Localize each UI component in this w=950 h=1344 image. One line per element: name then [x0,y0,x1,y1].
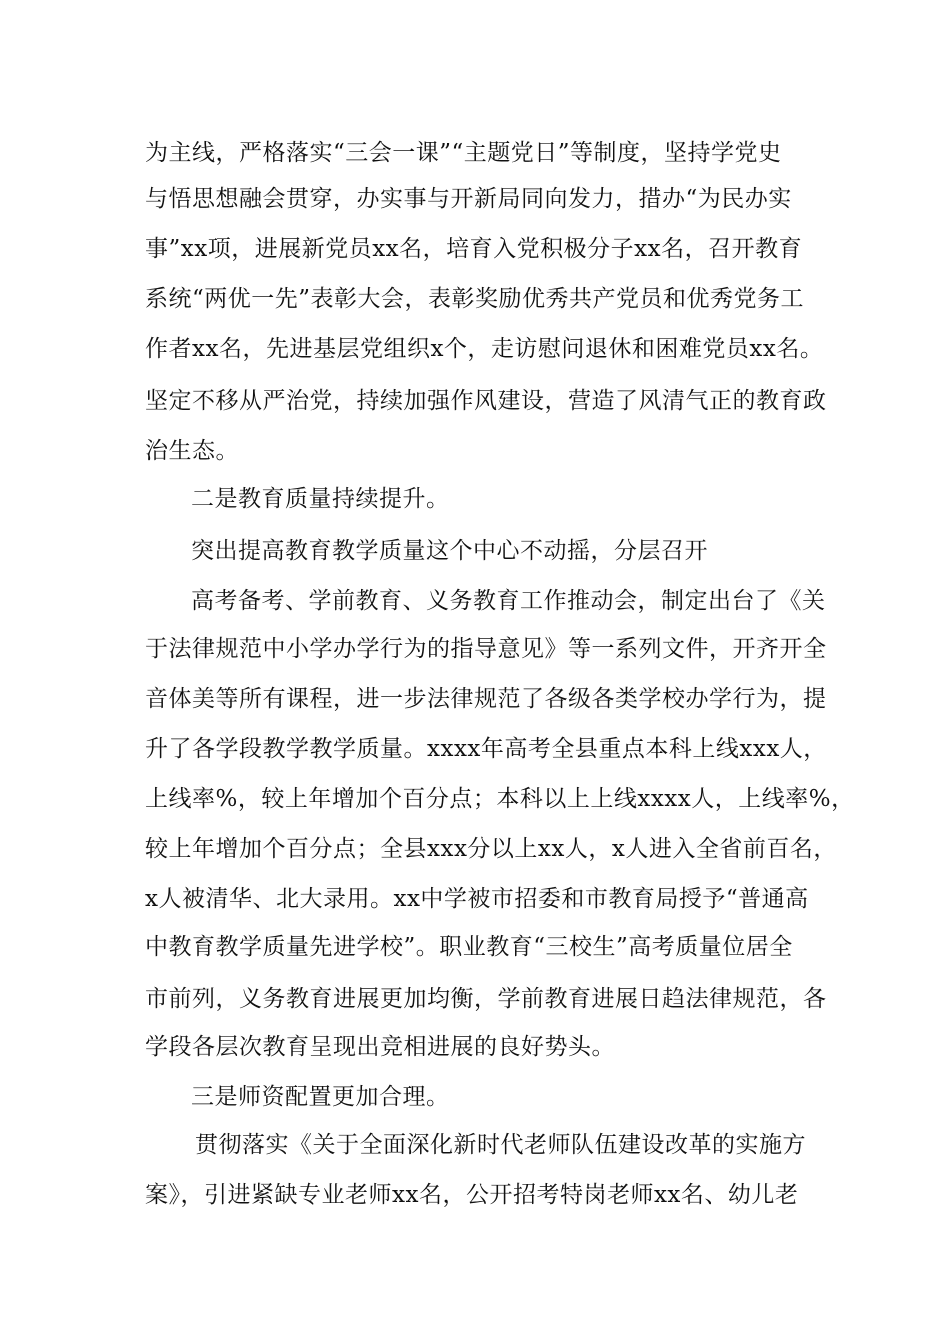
body-line: 升了各学段教学教学质量。xxxx年高考全县重点本科上线xxx人， [145,736,827,762]
body-line: 事”xx项，进展新党员xx名，培育入党积极分子xx名，召开教育 [145,236,803,262]
body-line: 坚定不移从严治党，持续加强作风建设，营造了风清气正的教育政 [145,388,827,414]
body-line: 学段各层次教育呈现出竞相进展的良好势头。 [145,1034,615,1060]
body-line: 音体美等所有课程，进一步法律规范了各级各类学校办学行为，提 [145,686,827,712]
body-line: 治生态。 [145,438,239,464]
body-line: 贯彻落实《关于全面深化新时代老师队伍建设改革的实施方 [195,1132,806,1158]
body-line: 系统“两优一先”表彰大会，表彰奖励优秀共产党员和优秀党务工 [145,286,805,312]
body-line: 与悟思想融会贯穿，办实事与开新局同向发力，措办“为民办实 [145,186,792,212]
body-line: 上线率%，较上年增加个百分点；本科以上上线xxxx人，上线率%， [145,786,855,812]
body-line: 作者xx名，先进基层党组织x个，走访慰问退休和困难党员xx名。 [145,336,824,362]
body-line: 为主线，严格落实“三会一课”“主题党日”等制度，坚持学党史 [145,140,782,166]
body-line: 高考备考、学前教育、义务教育工作推动会，制定出台了《关 [191,588,826,614]
body-line: x人被清华、北大录用。xx中学被市招委和市教育局授予“普通高 [145,886,809,912]
section-heading: 三是师资配置更加合理。 [191,1084,450,1110]
body-line: 突出提高教育教学质量这个中心不动摇，分层召开 [191,538,708,564]
body-line: 于法律规范中小学办学行为的指导意见》等一系列文件，开齐开全 [145,636,827,662]
body-line: 较上年增加个百分点；全县xxx分以上xx人，x人进入全省前百名， [145,836,837,862]
body-line: 市前列，义务教育进展更加均衡，学前教育进展日趋法律规范，各 [145,986,827,1012]
body-line: 中教育教学质量先进学校”。职业教育“三校生”高考质量位居全 [145,934,793,960]
section-heading: 二是教育质量持续提升。 [191,486,450,512]
body-line: 案》，引进紧缺专业老师xx名，公开招考特岗老师xx名、幼儿老 [145,1182,799,1208]
